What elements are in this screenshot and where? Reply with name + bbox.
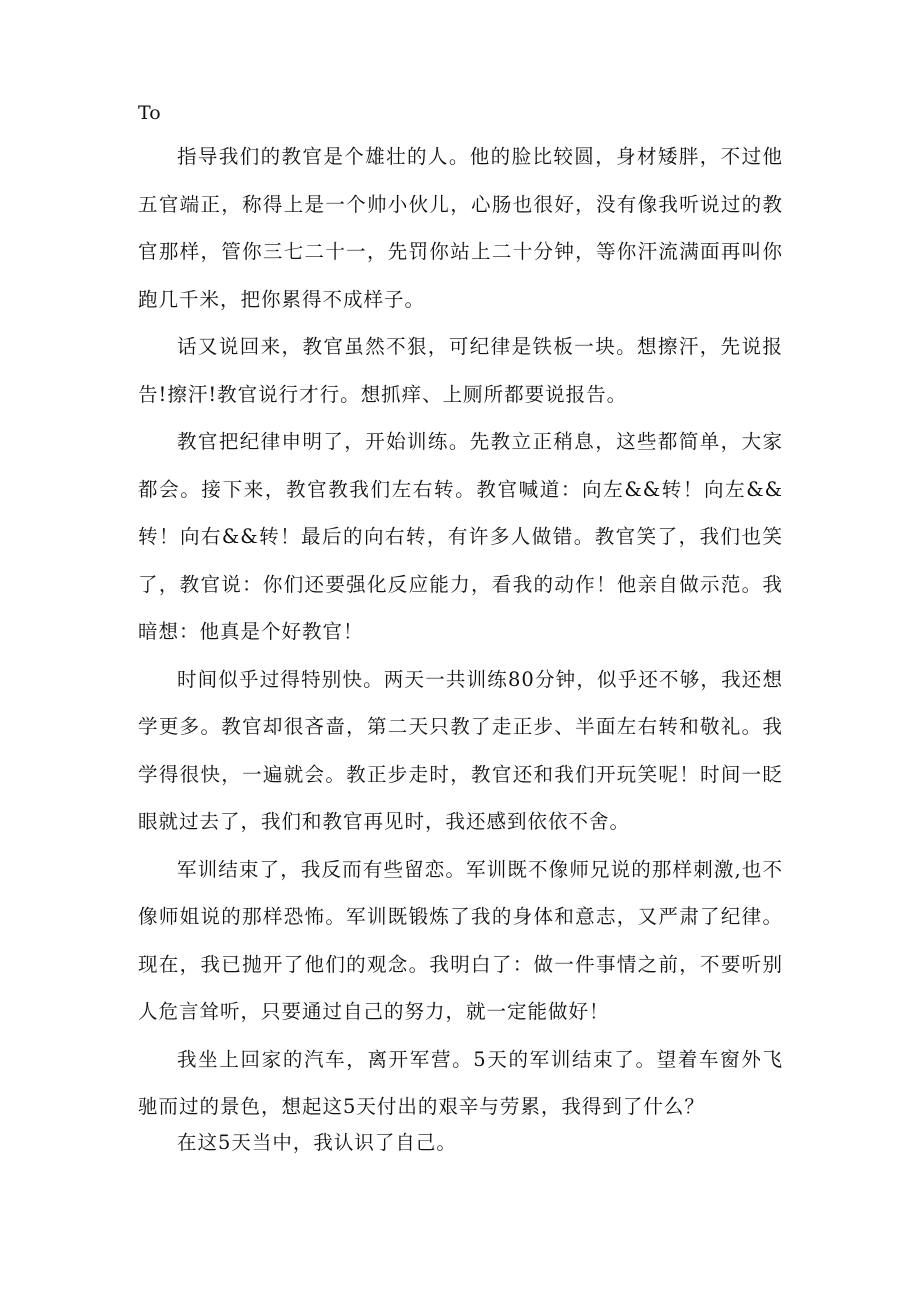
paragraph-discipline: 话又说回来，教官虽然不狠，可纪律是铁板一块。想擦汗，先说报告!擦汗!教官说行才行。想抓痒、上厕所都要说报告。 xyxy=(138,335,783,406)
paragraph-time: 时间似乎过得特别快。两天一共训练80分钟，似乎还不够，我还想学更多。教官却很吝啬，第二天只教了走正步、半面左右转和敬礼。我学得很快，一遍就会。教正步走时，教官还和我们开玩笑呢！时间一眨眼就过去了，我们和教官再见时，我还感到依依不舍。 xyxy=(138,667,783,833)
document-heading: To xyxy=(138,102,161,124)
paragraph-going-home: 我坐上回家的汽车，离开军营。5天的军训结束了。望着车窗外飞驰而过的景色，想起这5天付出的艰辛与劳累，我得到了什么？ xyxy=(138,1047,783,1118)
document-body xyxy=(138,133,783,1157)
paragraph-instructor: 指导我们的教官是个雄壮的人。他的脸比较圆，身材矮胖，不过他五官端正，称得上是一个帅小伙儿，心肠也很好，没有像我听说过的教官那样，管你三七二十一，先罚你站上二十分钟，等你汗流满面再叫你跑几千米，把你累得不成样子。 xyxy=(138,145,783,311)
paragraph-conclusion: 在这5天当中，我认识了自己。 xyxy=(177,1130,457,1154)
paragraph-training: 教官把纪律申明了，开始训练。先教立正稍息，这些都简单，大家都会。接下来，教官教我们左右转。教官喊道：向左&&转！向左&&转！向右&&转！最后的向右转，有许多人做错。教官笑了，我们也笑了，教官说：你们还要强化反应能力，看我的动作！他亲自做示范。我暗想：他真是个好教官！ xyxy=(138,430,783,643)
paragraph-reflection: 军训结束了，我反而有些留恋。军训既不像师兄说的那样刺激,也不像师姐说的那样恐怖。军训既锻炼了我的身体和意志，又严肃了纪律。现在，我已抛开了他们的观念。我明白了：做一件事情之前，不要听别人危言耸听，只要通过自己的努力，就一定能做好！ xyxy=(138,857,783,1023)
